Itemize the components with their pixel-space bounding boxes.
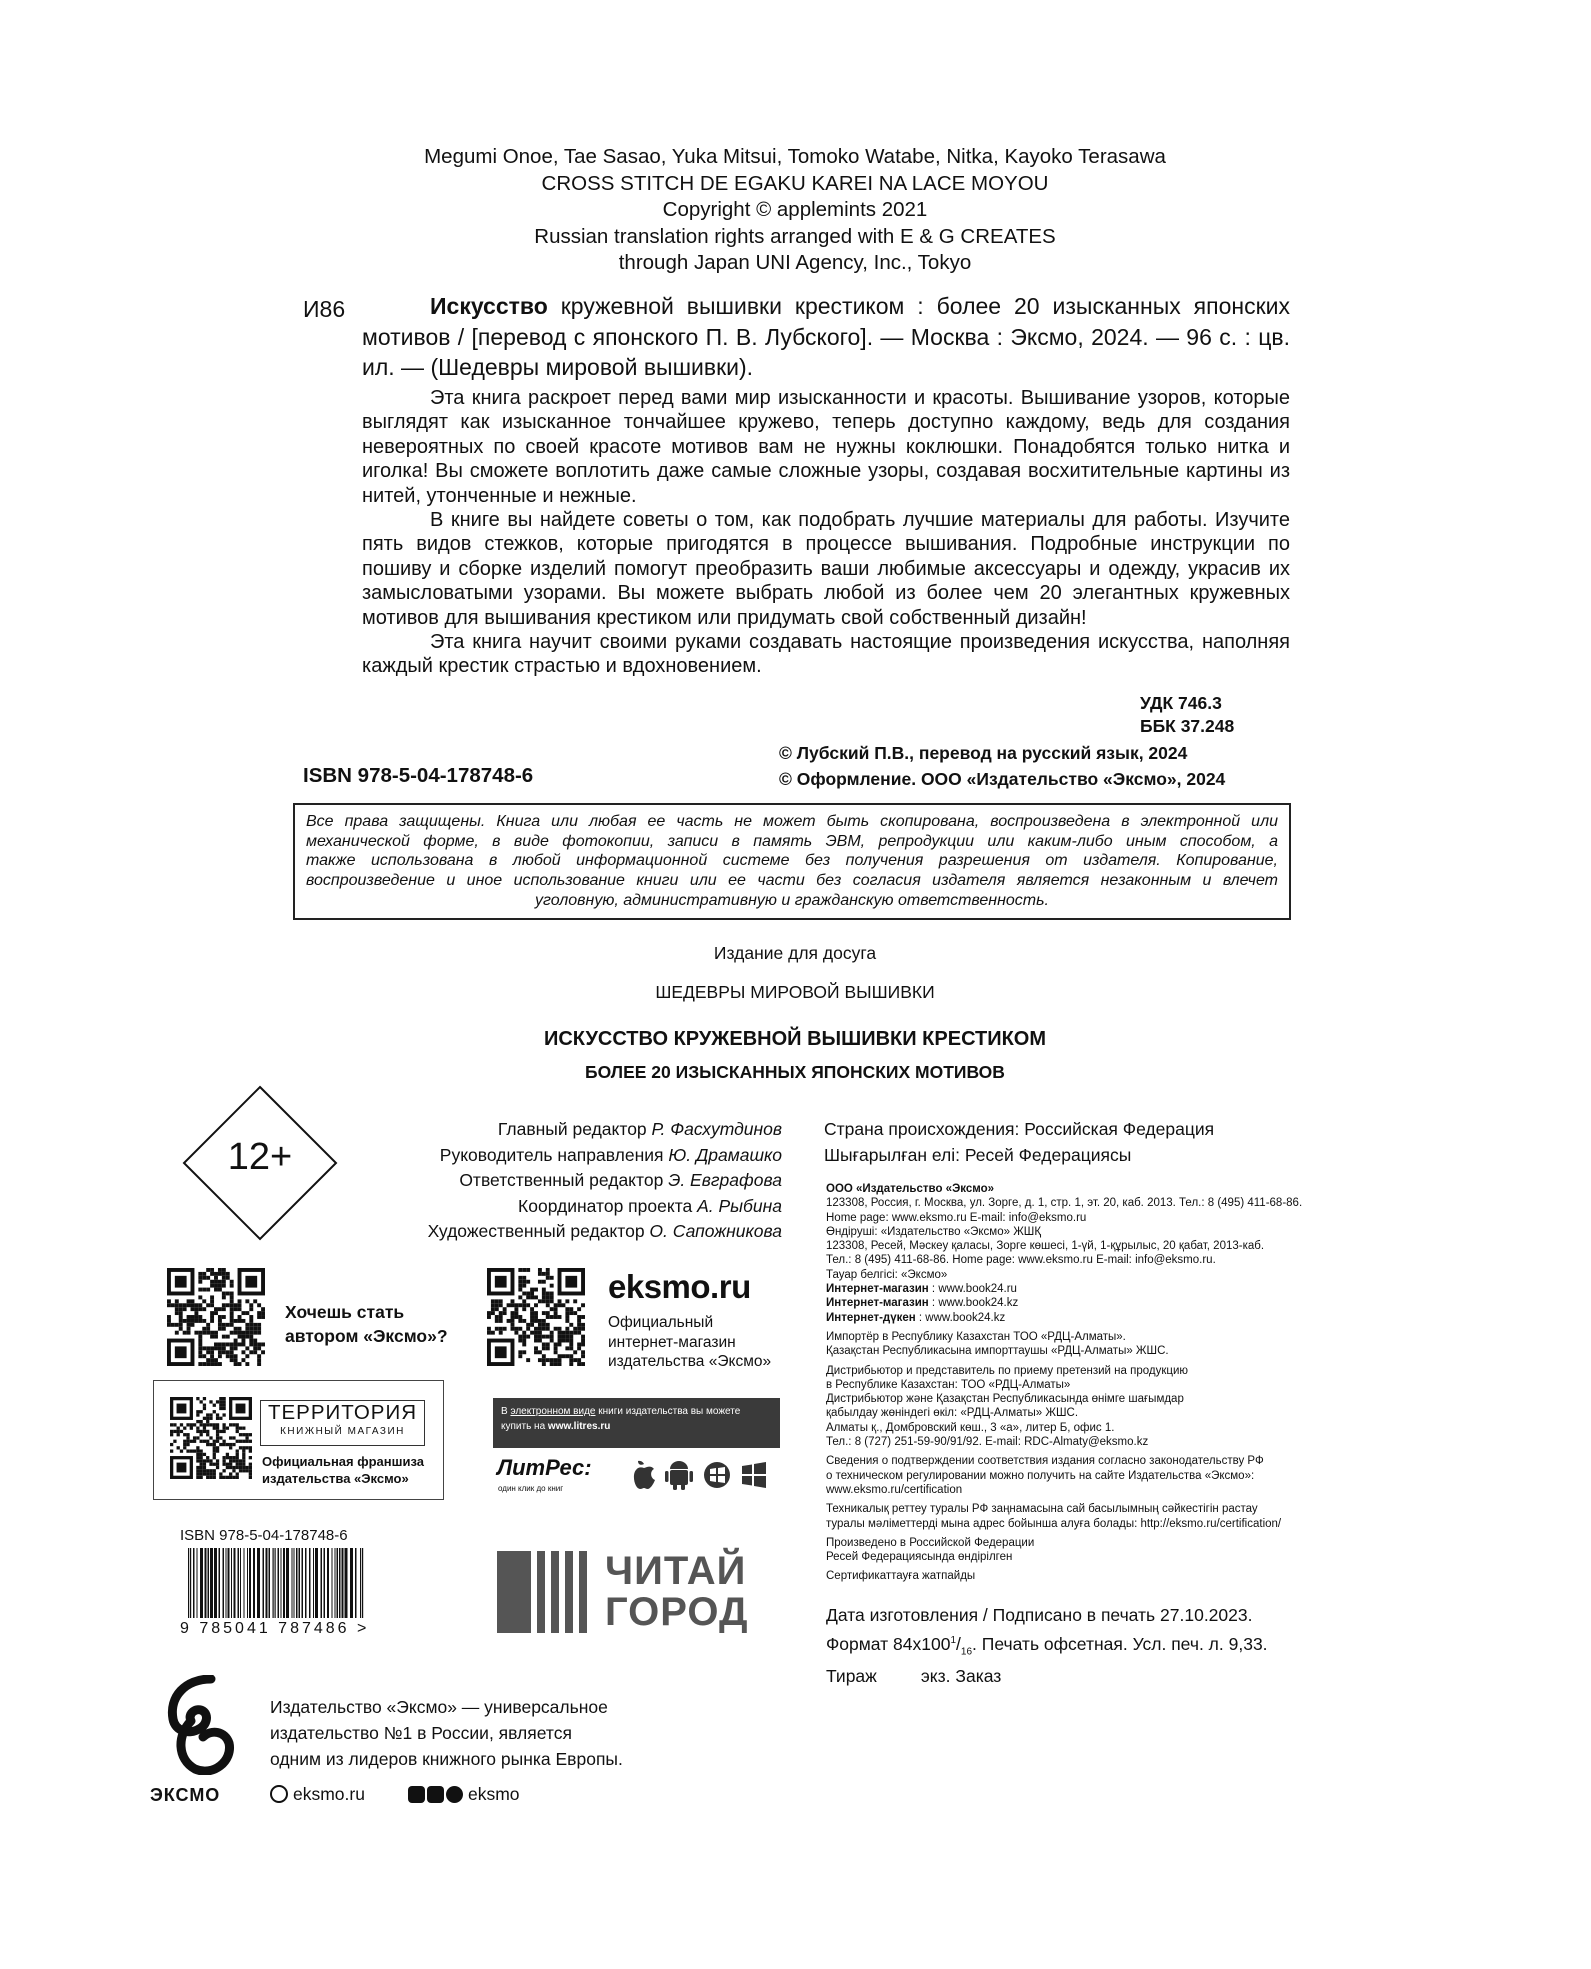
record-title-bold: Искусство	[430, 293, 548, 319]
made-in-line: Ресей Федерациясында өндірілген	[826, 1551, 1013, 1564]
certification-kz-line: Техникалық реттеу туралы РФ заңнамасына сай басылымның сәйкестігін растау	[826, 1503, 1258, 1516]
litres-banner[interactable]: В электронном виде книги издательства вы можете купить на www.litres.ru	[493, 1398, 780, 1448]
eksmo-social-links[interactable]: eksmo	[408, 1784, 520, 1805]
series-name: ШЕДЕВРЫ МИРОВОЙ ВЫШИВКИ	[655, 982, 935, 1002]
staff-row: Главный редактор Р. Фасхутдинов	[497, 1119, 782, 1139]
chitai-gorod-logo-icon	[497, 1551, 597, 1633]
copyright-notices	[779, 740, 1225, 792]
print-info	[826, 1603, 1268, 1689]
distributor-line: қабылдау жөніндегі өкіл: «РДЦ-Алматы» ЖШС.	[826, 1407, 1079, 1420]
abstract-paragraph: Эта книга раскроет перед вами мир изысканности и красоты. Вышивание узоров, которые выглядят как изысканное тончайшее кружево, теперь доступно каждому, ведь для создания невероятных по своей красоте мотивов вам не нужны коклюшки. Понадобятся только нитка и иголка! Вы сможете воплотить даже самые сложные узоры, создавая восхитительные картины из нитей, утонченные и нежные.	[362, 387, 1290, 507]
rights-line: также использована в любой информационной системе без получения разрешения от издателя. Копирование,	[306, 852, 1278, 870]
chitai-gorod-logo: ЧИТАЙ ГОРОД	[605, 1549, 749, 1634]
print-date: Дата изготовления / Подписано в печать 27.10.2023.	[826, 1605, 1253, 1625]
vk-icon	[408, 1786, 425, 1803]
litres-logo: ЛитРес:	[497, 1455, 592, 1480]
importer-line: Қазақстан Республикасына импорттаушы «РДЦ-Алматы» ЖШС.	[826, 1345, 1169, 1358]
publisher-address: 123308, Россия, г. Москва, ул. Зорге, д. 1, стр. 1, эт. 20, каб. 2013. Тел.: 8 (495) 411-68-86.	[826, 1197, 1303, 1210]
abstract-paragraph: Эта книга научит своими руками создавать настоящие произведения искусства, наполняя каждый крестик страстью и вдохновением.	[362, 631, 1290, 678]
barcode-isbn: ISBN 978-5-04-178748-6	[180, 1527, 348, 1544]
original-title: CROSS STITCH DE EGAKU KAREI NA LACE MOYOU	[541, 171, 1049, 195]
eksmo-logo-icon	[163, 1675, 238, 1775]
windows-phone-icon	[704, 1462, 730, 1488]
copyright-translation: © Лубский П.В., перевод на русский язык, 2024	[779, 743, 1188, 763]
distributor-line: Дистрибьютор және Қазақстан Республикасында өнімге шағымдар	[826, 1393, 1184, 1406]
android-icon	[665, 1461, 693, 1490]
become-author-text: Хочешь стать автором «Эксмо»?	[285, 1302, 448, 1346]
distributor-line: Тел.: 8 (727) 251-59-90/91/92. E-mail: RDC-Almaty@eksmo.kz	[826, 1436, 1149, 1449]
shop-line: Интернет-магазин : www.book24.ru	[826, 1283, 1017, 1296]
qr-code-icon[interactable]	[487, 1268, 585, 1366]
litres-slogan: один клик до книг	[498, 1484, 564, 1493]
made-in-line: Произведено в Российской Федерации	[826, 1536, 1035, 1549]
distributor-line: Дистрибьютор и представитель по приему претензий на продукцию	[826, 1364, 1188, 1377]
copyright-design: © Оформление. ООО «Издательство «Эксмо», 2024	[779, 769, 1226, 789]
eksmo-web-link[interactable]: eksmo.ru	[270, 1784, 365, 1805]
publisher-brand: Тауар белгісі: «Эксмо»	[826, 1268, 948, 1281]
platform-icons	[630, 1458, 780, 1492]
abstract-paragraph: В книге вы найдете советы о том, как подобрать лучшие материалы для работы. Изучите пять видов стежков, которые пригодятся в процессе вышивания. Подробные инструкции по пошиву и сборке изделий помогут преобразить ваши любимые аксессуары и одежду, украсив их замысловатыми узорами. Вы можете выбрать любой из более чем 20 элегантных кружевных мотивов для вышивания крестиком или придумать свой собственный дизайн!	[362, 509, 1290, 629]
publisher-info	[826, 1182, 1386, 1584]
author-sign-code: И86	[303, 296, 346, 322]
bbk-code: ББК 37.248	[1140, 716, 1235, 736]
translation-agency: through Japan UNI Agency, Inc., Tokyo	[618, 251, 972, 274]
eksmo-site-logo: eksmo.ru	[608, 1268, 751, 1305]
rights-line: Все права защищены. Книга или любая ее часть не может быть скопирована, воспроизведена в электронной или	[306, 813, 1278, 830]
shop-line: Интернет-магазин : www.book24.kz	[826, 1297, 1019, 1310]
udk-code: УДК 746.3	[1140, 693, 1222, 713]
publisher-kz-tel: Тел.: 8 (495) 411-68-86. Home page: www.eksmo.ru E-mail: info@eksmo.ru.	[826, 1254, 1216, 1267]
franchise-text: Официальная франшиза издательства «Эксмо»	[262, 1454, 424, 1486]
staff-row: Руководитель направления Ю. Драмашко	[439, 1144, 782, 1165]
book-subtitle: БОЛЕЕ 20 ИЗЫСКАННЫХ ЯПОНСКИХ МОТИВОВ	[585, 1062, 1005, 1082]
globe-icon	[270, 1785, 288, 1803]
country-of-origin	[824, 1117, 1214, 1168]
certification-line: www.eksmo.ru/certification	[826, 1483, 963, 1496]
windows-icon	[742, 1462, 766, 1488]
ok-icon	[427, 1786, 444, 1803]
original-rights-block	[290, 144, 1300, 277]
isbn: ISBN 978-5-04-178748-6	[303, 764, 534, 787]
barcode-number: 9 785041 787486 >	[180, 1620, 370, 1637]
rights-line: уголовную, административную и гражданскую ответственность.	[534, 891, 1049, 909]
publisher-home: Home page: www.eksmo.ru E-mail: info@eksmo.ru	[826, 1211, 1087, 1224]
certification-line: Сведения о подтверждении соответствия издания согласно законодательству РФ	[826, 1455, 1264, 1468]
apple-icon	[634, 1461, 655, 1489]
importer-line: Импортёр в Республику Казахстан ТОО «РДЦ-Алматы».	[826, 1330, 1126, 1343]
staff-row: Ответственный редактор Э. Евграфова	[459, 1170, 782, 1191]
original-copyright: Copyright © applemints 2021	[662, 198, 928, 221]
certification-line: о техническом регулировании можно получить на сайте Издательства «Эксмо»:	[826, 1469, 1255, 1482]
qr-code-icon[interactable]	[167, 1268, 265, 1366]
rights-line: механической форме, в виде фотокопии, записи в память ЭВМ, репродукции или каким-либо иным способом, а	[306, 832, 1278, 850]
staff-row: Художественный редактор О. Сапожникова	[427, 1221, 782, 1242]
translation-rights: Russian translation rights arranged with E & G CREATES	[534, 224, 1056, 248]
publisher-kz-name: Өндіруші: «Издательство «Эксмо» ЖШҚ	[826, 1225, 1042, 1238]
no-certification-line: Сертификаттауға жатпайды	[826, 1570, 976, 1583]
eksmo-shop-description: Официальный интернет-магазин издательства «Эксмо»	[608, 1314, 772, 1370]
distributor-line: в Республике Казахстан: ТОО «РДЦ-Алматы»	[826, 1378, 1071, 1391]
shop-line: Интернет-дүкен : www.book24.kz	[826, 1311, 1006, 1324]
record-title-rest: кружевной вышивки крестиком : более 20 изысканных японских мотивов / [перевод с японского П. В. Лубского]. — Москва : Эксмо, 2024. — 96 с. : цв. ил. — (Шедевры мировой вышивки).	[362, 293, 1290, 380]
rights-notice-box	[293, 803, 1291, 920]
book-title: ИСКУССТВО КРУЖЕВНОЙ ВЫШИВКИ КРЕСТИКОМ	[543, 1028, 1047, 1050]
certification-kz-line: туралы мәліметтерді мына адрес бойынша алуға болады: http://eksmo.ru/certification/	[826, 1517, 1282, 1530]
eksmo-brand: ЭКСМО	[150, 1785, 221, 1805]
telegram-icon	[446, 1786, 463, 1803]
qr-code-icon[interactable]	[170, 1397, 252, 1479]
distributor-line: Алматы қ., Домбровский көш., 3 «а», литер Б, офис 1.	[826, 1421, 1115, 1434]
origin-ru: Страна происхождения: Российская Федерация	[824, 1119, 1215, 1139]
eksmo-about: Издательство «Эксмо» — универсальное издательство №1 в России, является одним из лидеров книжного рынка Европы.	[270, 1697, 623, 1769]
bibliographic-record	[362, 291, 1290, 383]
territory-logo: ТЕРРИТОРИЯ КНИЖНЫЙ МАГАЗИН	[260, 1400, 425, 1446]
staff-list	[340, 1117, 782, 1245]
original-authors: Megumi Onoe, Tae Sasao, Yuka Mitsui, Tomoko Watabe, Nitka, Kayoko Terasawa	[424, 145, 1166, 168]
print-format: Формат $84x100^1/_{16}$. Печать офсетная. Усл. печ. л. 9,33.	[826, 1633, 1268, 1658]
origin-kz: Шығарылған елі: Ресей Федерациясы	[824, 1144, 1132, 1165]
staff-row: Координатор проекта А. Рыбина	[518, 1195, 782, 1216]
edition-type: Издание для досуга	[713, 943, 877, 963]
publisher-kz-address: 123308, Ресей, Мәскеу қаласы, Зорге көшесі, 1-үй, 1-құрылыс, 20 қабат, 2013-каб.	[826, 1240, 1265, 1253]
classification-codes	[1140, 692, 1234, 738]
abstract	[362, 386, 1290, 679]
publisher-name: ООО «Издательство «Эксмо»	[826, 1183, 995, 1195]
rights-line: воспроизведение и иное использование книги или ее части без согласия издателя является незаконным и влечет	[306, 872, 1278, 890]
print-run: Тираж экз. Заказ	[826, 1666, 1002, 1687]
age-rating: 12+	[227, 1136, 293, 1178]
